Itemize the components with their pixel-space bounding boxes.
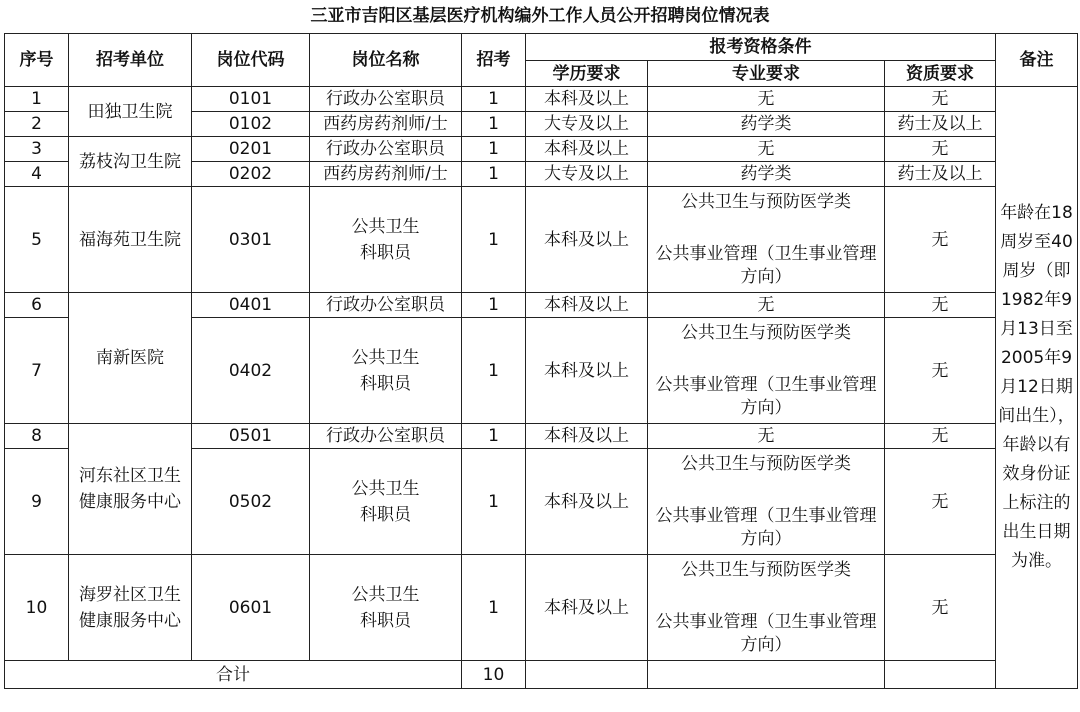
cell-major: 无 (648, 293, 885, 318)
cell-code: 0301 (192, 187, 310, 293)
cell-major (648, 187, 885, 293)
cell-seq: 5 (5, 187, 69, 293)
cell-major (648, 318, 885, 424)
header-major: 专业要求 (648, 61, 885, 87)
cell-major (648, 555, 885, 661)
cell-name: 公共卫生科职员 (310, 449, 462, 555)
cell-code: 0502 (192, 449, 310, 555)
table-row (5, 424, 1078, 449)
cell-remark: 年龄在18周岁至40周岁（即1982年9月13日至2005年9月12日期间出生），年龄以有效身份证上标注的出生日期为准。 (996, 87, 1078, 689)
cell-seq: 2 (5, 112, 69, 137)
total-empty (526, 661, 648, 689)
total-empty (885, 661, 996, 689)
major-line-b: 公共事业管理（卫生事业管理方向） (655, 243, 877, 287)
cell-certificate: 无 (885, 293, 996, 318)
cell-certificate: 无 (885, 87, 996, 112)
cell-seq: 10 (5, 555, 69, 661)
cell-unit: 荔枝沟卫生院 (69, 137, 192, 187)
header-education: 学历要求 (526, 61, 648, 87)
cell-education: 本科及以上 (526, 293, 648, 318)
cell-name: 公共卫生科职员 (310, 555, 462, 661)
cell-certificate: 无 (885, 449, 996, 555)
cell-count: 1 (462, 449, 526, 555)
total-row (5, 661, 1078, 689)
cell-count: 1 (462, 87, 526, 112)
cell-name: 行政办公室职员 (310, 424, 462, 449)
header-row (5, 34, 1078, 61)
recruitment-table (4, 33, 1078, 689)
cell-unit: 福海苑卫生院 (69, 187, 192, 293)
cell-code: 0501 (192, 424, 310, 449)
cell-name: 西药房药剂师/士 (310, 162, 462, 187)
cell-education: 大专及以上 (526, 112, 648, 137)
cell-count: 1 (462, 318, 526, 424)
cell-unit: 河东社区卫生健康服务中心 (69, 424, 192, 555)
cell-major: 药学类 (648, 112, 885, 137)
cell-seq: 9 (5, 449, 69, 555)
header-count: 招考 (462, 34, 526, 87)
cell-education: 本科及以上 (526, 449, 648, 555)
total-value: 10 (462, 661, 526, 689)
cell-name: 西药房药剂师/士 (310, 112, 462, 137)
header-code: 岗位代码 (192, 34, 310, 87)
cell-seq: 3 (5, 137, 69, 162)
major-line-a: 公共卫生与预防医学类 (681, 453, 851, 474)
cell-seq: 7 (5, 318, 69, 424)
major-line-a: 公共卫生与预防医学类 (681, 322, 851, 343)
total-label: 合计 (5, 661, 462, 689)
cell-major: 药学类 (648, 162, 885, 187)
cell-education: 本科及以上 (526, 555, 648, 661)
cell-name: 行政办公室职员 (310, 137, 462, 162)
cell-code: 0202 (192, 162, 310, 187)
table-row (5, 137, 1078, 162)
cell-seq: 8 (5, 424, 69, 449)
cell-certificate: 无 (885, 555, 996, 661)
cell-code: 0101 (192, 87, 310, 112)
cell-seq: 6 (5, 293, 69, 318)
page-title: 三亚市吉阳区基层医疗机构编外工作人员公开招聘岗位情况表 (310, 6, 770, 26)
table-row (5, 87, 1078, 112)
major-line-b: 公共事业管理（卫生事业管理方向） (655, 374, 877, 418)
header-remark: 备注 (996, 34, 1078, 87)
cell-unit: 南新医院 (69, 293, 192, 424)
header-certificate: 资质要求 (885, 61, 996, 87)
header-qualifications: 报考资格条件 (526, 34, 996, 61)
major-line-a: 公共卫生与预防医学类 (681, 559, 851, 580)
cell-count: 1 (462, 187, 526, 293)
cell-education: 本科及以上 (526, 318, 648, 424)
cell-certificate: 药士及以上 (885, 112, 996, 137)
cell-seq: 4 (5, 162, 69, 187)
cell-name: 公共卫生科职员 (310, 318, 462, 424)
cell-major (648, 449, 885, 555)
cell-certificate: 无 (885, 137, 996, 162)
cell-education: 本科及以上 (526, 87, 648, 112)
cell-count: 1 (462, 424, 526, 449)
cell-certificate: 无 (885, 187, 996, 293)
cell-name: 行政办公室职员 (310, 293, 462, 318)
cell-code: 0402 (192, 318, 310, 424)
table-row (5, 187, 1078, 293)
major-line-b: 公共事业管理（卫生事业管理方向） (655, 611, 877, 655)
cell-count: 1 (462, 293, 526, 318)
cell-code: 0601 (192, 555, 310, 661)
cell-code: 0201 (192, 137, 310, 162)
cell-education: 本科及以上 (526, 187, 648, 293)
cell-name: 公共卫生科职员 (310, 187, 462, 293)
major-line-b: 公共事业管理（卫生事业管理方向） (655, 505, 877, 549)
cell-certificate: 无 (885, 424, 996, 449)
cell-education: 大专及以上 (526, 162, 648, 187)
cell-education: 本科及以上 (526, 424, 648, 449)
cell-code: 0102 (192, 112, 310, 137)
cell-major: 无 (648, 87, 885, 112)
table-row (5, 293, 1078, 318)
cell-code: 0401 (192, 293, 310, 318)
cell-unit: 田独卫生院 (69, 87, 192, 137)
cell-education: 本科及以上 (526, 137, 648, 162)
header-seq: 序号 (5, 34, 69, 87)
cell-unit: 海罗社区卫生健康服务中心 (69, 555, 192, 661)
cell-major: 无 (648, 424, 885, 449)
cell-name: 行政办公室职员 (310, 87, 462, 112)
cell-certificate: 药士及以上 (885, 162, 996, 187)
cell-count: 1 (462, 137, 526, 162)
cell-count: 1 (462, 162, 526, 187)
header-name: 岗位名称 (310, 34, 462, 87)
cell-major: 无 (648, 137, 885, 162)
cell-count: 1 (462, 555, 526, 661)
table-row (5, 555, 1078, 661)
cell-certificate: 无 (885, 318, 996, 424)
cell-count: 1 (462, 112, 526, 137)
total-empty (648, 661, 885, 689)
major-line-a: 公共卫生与预防医学类 (681, 191, 851, 212)
cell-seq: 1 (5, 87, 69, 112)
header-unit: 招考单位 (69, 34, 192, 87)
